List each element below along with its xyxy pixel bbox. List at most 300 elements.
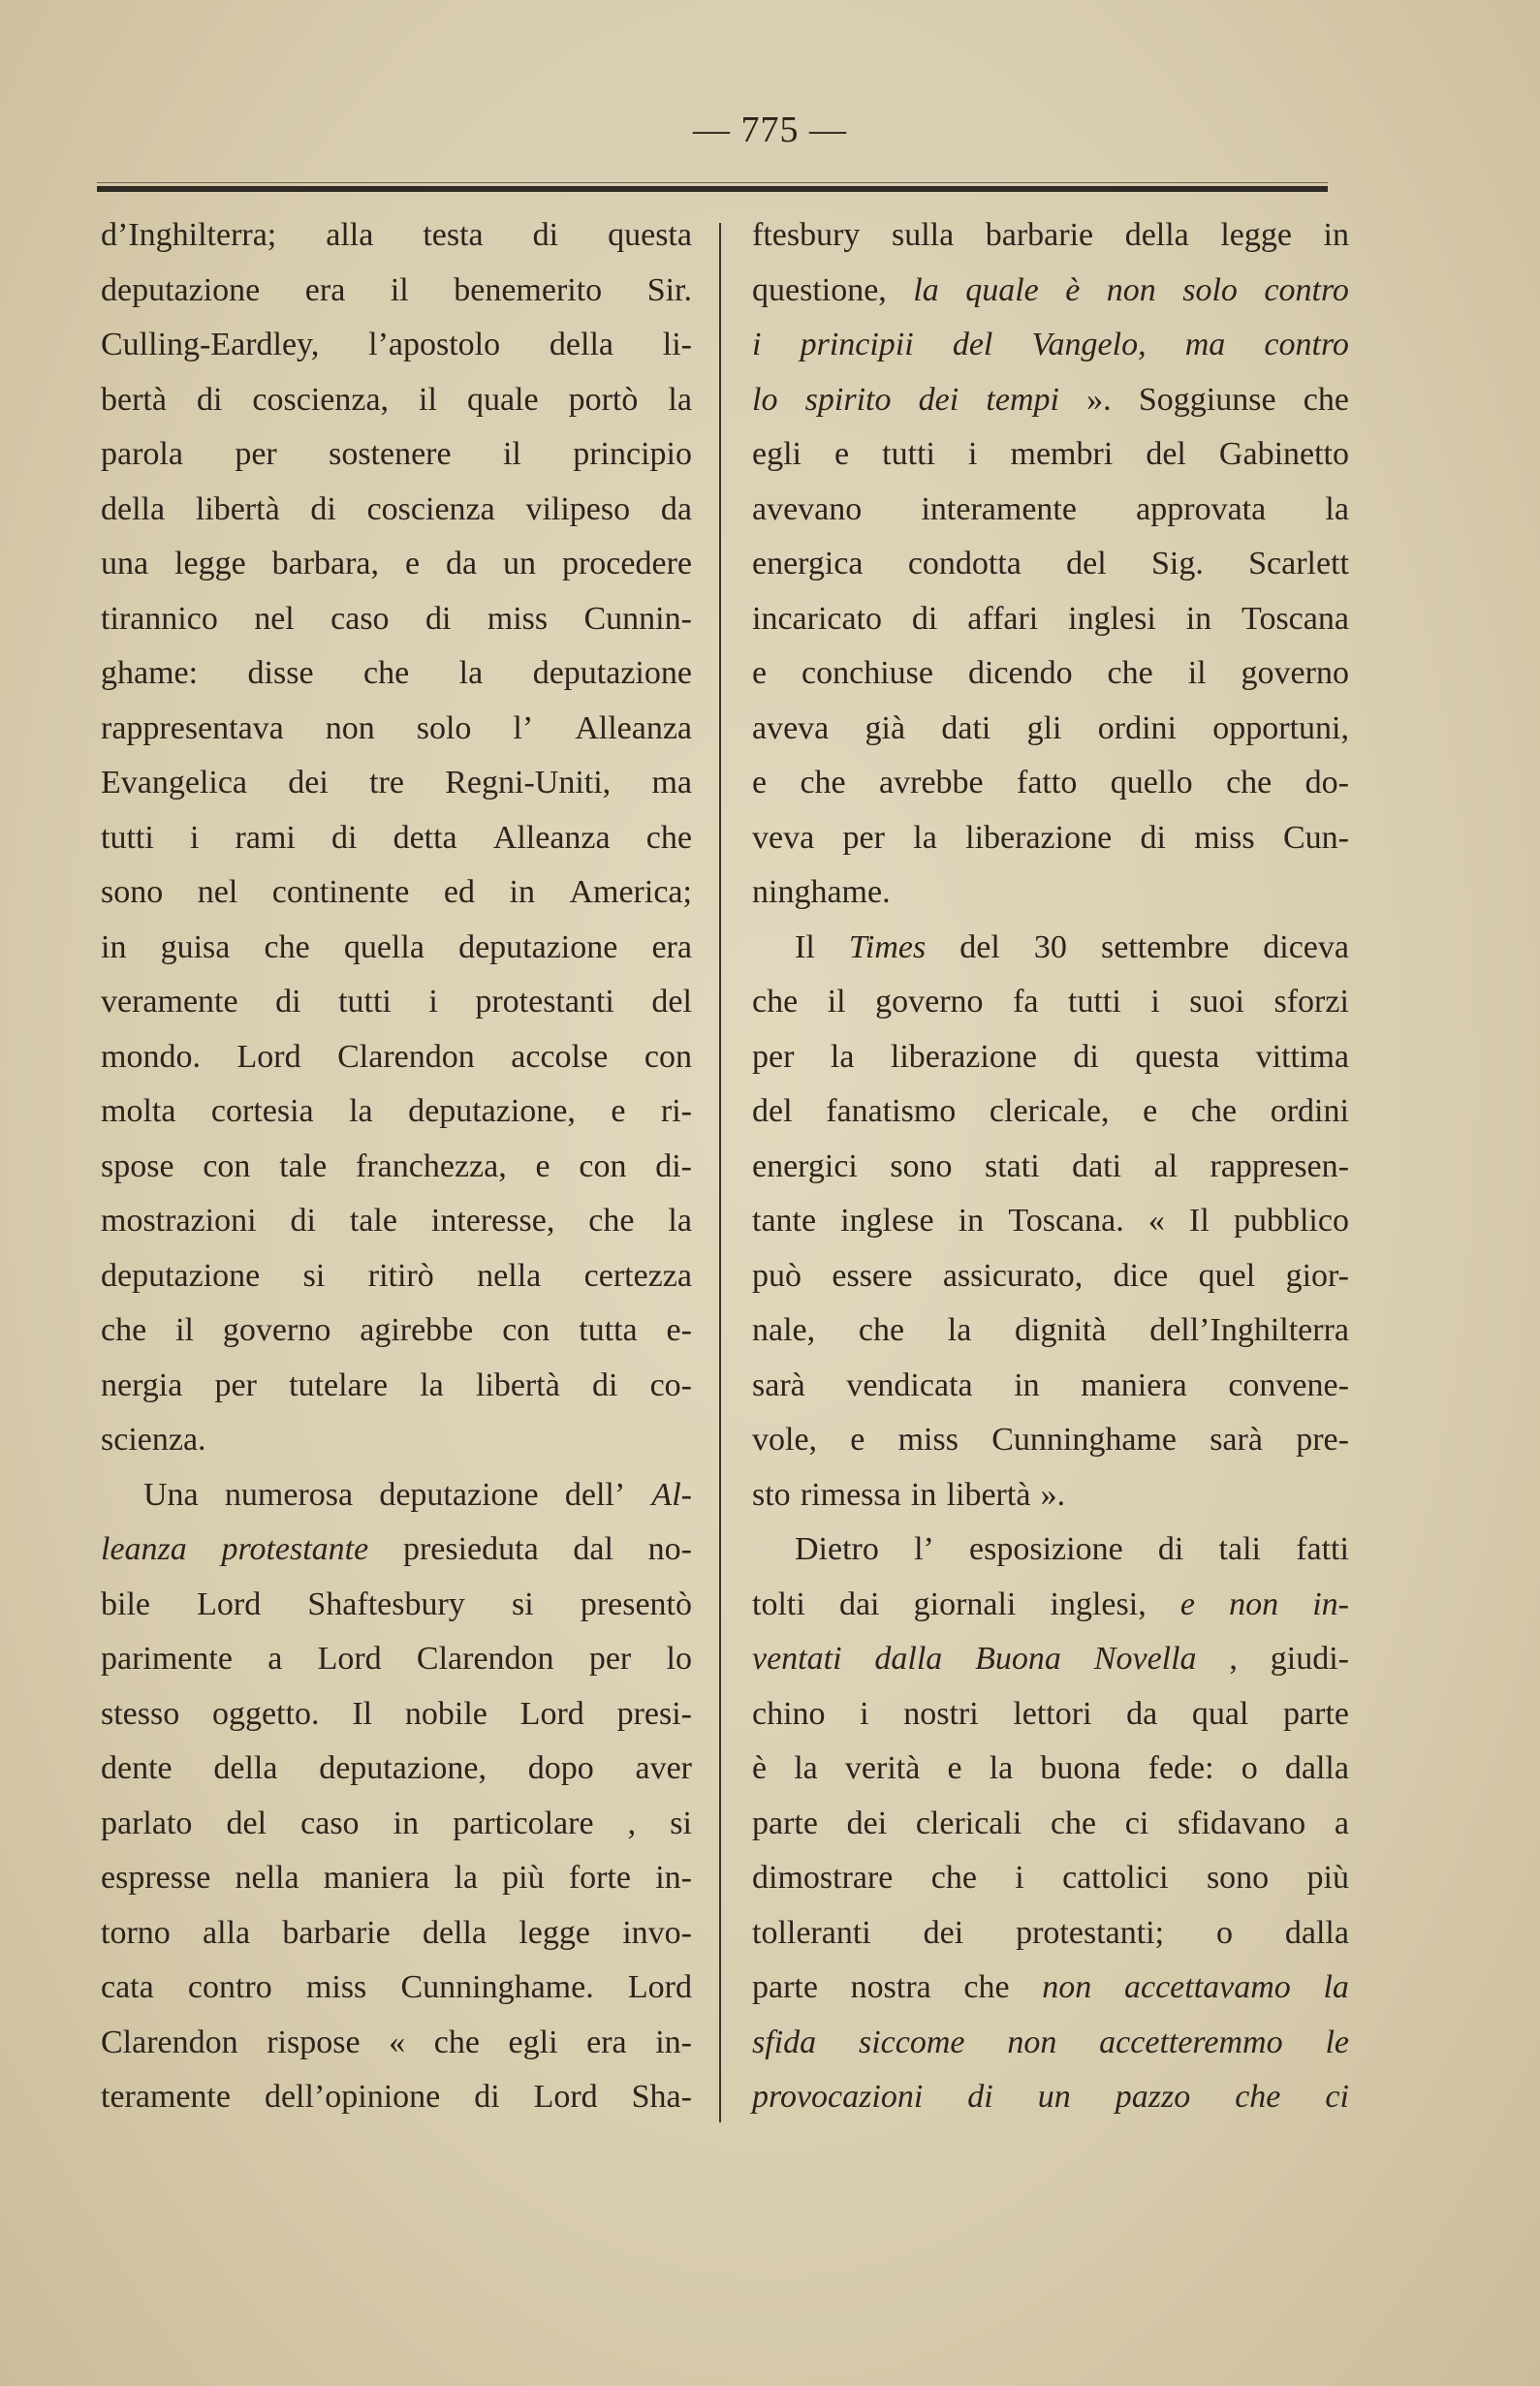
word: del [952, 327, 993, 362]
word: con [203, 1147, 251, 1184]
word: per [752, 1038, 795, 1075]
word: e [752, 655, 768, 691]
word: accetteremmo [1099, 2024, 1283, 2060]
word: in [1014, 1366, 1040, 1403]
word: dei [846, 1805, 888, 1841]
text-line [101, 1578, 692, 1633]
text-line [101, 1961, 692, 2016]
word: Clarendon [101, 2024, 238, 2060]
word: gior- [1285, 1257, 1349, 1294]
word: parimente [101, 1641, 233, 1677]
word: governo [875, 984, 984, 1020]
word: si [670, 1805, 692, 1841]
word: del [752, 1093, 793, 1129]
word: legge [1220, 217, 1292, 253]
text-line [752, 646, 1349, 702]
word: detta [393, 819, 457, 856]
text-line [752, 1194, 1349, 1249]
word: di [290, 1203, 316, 1239]
word: di [196, 381, 223, 418]
word: un [1037, 2079, 1071, 2115]
word: Vangelo, [1031, 327, 1147, 362]
word: di [967, 2079, 993, 2115]
word: suoi [1189, 984, 1244, 1020]
word: sarà [752, 1366, 805, 1403]
word: dopo [527, 1750, 594, 1786]
text-line [752, 2016, 1349, 2071]
word: era [651, 928, 692, 965]
word: che [1226, 765, 1273, 801]
word: nobile [404, 1695, 487, 1732]
word: con [502, 1312, 550, 1348]
word: la [458, 655, 484, 691]
word: dei [918, 381, 959, 418]
word: che [645, 819, 692, 856]
word: Lord [236, 1038, 301, 1075]
word: energica [752, 546, 864, 581]
word: del [651, 984, 692, 1020]
word: coscienza [366, 490, 495, 527]
word: quello [1110, 765, 1193, 801]
word: è [752, 1750, 768, 1786]
word: vittima [1255, 1038, 1349, 1075]
text-line [752, 373, 1349, 428]
word: di- [655, 1147, 692, 1184]
word: in [1323, 217, 1349, 253]
word: fatto [1017, 765, 1078, 801]
word: protestanti; [1016, 1914, 1165, 1951]
word: dell’ [564, 1476, 626, 1513]
word: di [1140, 819, 1166, 856]
word: certezza [583, 1257, 692, 1294]
word: settembre [1101, 928, 1230, 965]
word: avrebbe [879, 765, 984, 801]
word: ri- [660, 1093, 692, 1129]
text-line [101, 483, 692, 538]
word: cattolici [1062, 1860, 1169, 1896]
text-line [752, 1687, 1349, 1742]
word: con [579, 1147, 627, 1184]
word: legge [174, 546, 246, 581]
text-line [752, 2070, 1349, 2125]
word: tempi [986, 381, 1059, 418]
text-line [752, 702, 1349, 757]
word: del [959, 928, 1000, 965]
word: parlato [101, 1805, 193, 1841]
word: fa [1013, 984, 1039, 1020]
word: sono [1206, 1860, 1270, 1896]
word: di [330, 819, 358, 856]
word: deputazione [379, 1476, 539, 1513]
word: in [958, 1203, 985, 1239]
word: Regni-Uniti, [445, 765, 612, 801]
word: già [864, 709, 906, 746]
word: che [930, 1860, 977, 1896]
word: la [830, 1038, 855, 1075]
word: affari [967, 600, 1039, 637]
word: do- [1304, 765, 1349, 801]
word: della [213, 1750, 278, 1786]
word: nella [235, 1860, 299, 1896]
word: nel [197, 874, 238, 910]
word: dice [1113, 1257, 1169, 1294]
word: dalla [1284, 1750, 1349, 1786]
word: barbarie [985, 217, 1094, 253]
word: d’Inghilterra; [101, 217, 277, 253]
word: governo [222, 1312, 331, 1348]
word: ventati [752, 1641, 842, 1677]
word: Gabinetto [1218, 436, 1349, 472]
word: barbara, [271, 546, 380, 581]
word: accettavamo [1123, 1969, 1291, 2005]
word: Dietro [795, 1531, 879, 1567]
word: conchiuse [801, 655, 933, 691]
word: interesse, [430, 1203, 555, 1239]
word: ci [1124, 1805, 1149, 1841]
word: Culling-Eardley, [101, 327, 320, 362]
word: parte [752, 1805, 818, 1841]
word: verità [844, 1750, 921, 1786]
word: Il [795, 928, 815, 965]
text-line [101, 1906, 692, 1962]
word: Cun- [1282, 819, 1349, 856]
word: invo- [622, 1914, 692, 1951]
word: con [644, 1038, 692, 1075]
word: Clarendon [337, 1038, 475, 1075]
word: ». [1040, 1476, 1066, 1513]
word: ghame: [101, 655, 199, 691]
word: parte [752, 1969, 818, 2005]
text-line [101, 208, 692, 264]
word: tante [752, 1203, 817, 1239]
word: era [586, 2024, 627, 2060]
word: particolare [453, 1805, 594, 1841]
word: che [1107, 655, 1153, 691]
word: di [424, 600, 452, 637]
text-line [752, 1742, 1349, 1797]
word: alla [326, 217, 374, 253]
word: ». [1086, 381, 1112, 418]
word: liberazione [890, 1038, 1037, 1075]
word: tirannico [101, 600, 218, 637]
word: Lord [519, 1695, 584, 1732]
word: dati [941, 709, 991, 746]
word: disse [247, 655, 314, 691]
text-line [101, 1194, 692, 1249]
word: un [503, 546, 537, 581]
word: espresse [101, 1860, 211, 1896]
word: fanatismo [826, 1093, 957, 1129]
word: chino [752, 1695, 826, 1732]
word: che [1303, 381, 1349, 418]
text-line [101, 1523, 692, 1578]
word: a [1334, 1805, 1349, 1841]
word: si [302, 1257, 326, 1294]
word: benemerito [454, 271, 603, 308]
text-line [752, 264, 1349, 319]
word: Lord [197, 1585, 262, 1622]
word: le [1325, 2024, 1349, 2060]
word: aver [635, 1750, 692, 1786]
word: contro [187, 1969, 272, 2005]
word: Cunninghame. [400, 1969, 594, 2005]
text-line [101, 1797, 692, 1852]
word: « [1147, 1203, 1165, 1239]
left-column [101, 208, 692, 2125]
word: coscienza, [252, 381, 390, 418]
word: dalla [1284, 1914, 1349, 1951]
word: quale [965, 271, 1039, 308]
text-line [101, 975, 692, 1030]
word: sono [101, 874, 164, 910]
word: assicurato, [942, 1257, 1084, 1294]
word: tre [369, 765, 404, 801]
word: clericale, [989, 1093, 1110, 1129]
text-line [752, 318, 1349, 373]
text-line [752, 1578, 1349, 1633]
word: che [433, 2024, 480, 2060]
word: di [1073, 1038, 1099, 1075]
word: Buona [975, 1641, 1061, 1677]
text-line [101, 1303, 692, 1359]
word: siccome [858, 2024, 965, 2060]
word: dell’opinione [264, 2079, 441, 2115]
word: tale [279, 1147, 328, 1184]
word: in [1185, 600, 1212, 637]
word: la [989, 1750, 1014, 1786]
word: ed [443, 874, 475, 910]
word: tolleranti [752, 1914, 871, 1951]
word: dell’Inghilterra [1149, 1312, 1349, 1348]
page-number: — 775 — [693, 110, 847, 150]
word: deputazione [532, 655, 692, 691]
word: presi- [616, 1695, 692, 1732]
text-line [101, 921, 692, 976]
word: sulla [891, 217, 955, 253]
word: tutti [1068, 984, 1121, 1020]
word: più [502, 1860, 545, 1896]
word: tutti [101, 819, 154, 856]
word: cortesia [210, 1093, 314, 1129]
word: America; [569, 874, 692, 910]
word: e [404, 546, 421, 581]
word: i [752, 327, 762, 362]
word: vole, [752, 1422, 818, 1458]
word: nella [477, 1257, 542, 1294]
word: tutti [338, 984, 392, 1020]
word: sfida [752, 2024, 817, 2060]
word: testa [423, 217, 484, 253]
word: inglese [840, 1203, 934, 1239]
word: Shaftesbury [307, 1585, 465, 1622]
word: franchezza, [356, 1147, 507, 1184]
word: per [214, 1366, 257, 1403]
word: sto [752, 1476, 791, 1513]
word: mondo. [101, 1038, 201, 1075]
word: che [101, 1312, 147, 1348]
word: e [947, 1750, 962, 1786]
header-rule [97, 186, 1328, 192]
text-line [101, 264, 692, 319]
text-line [752, 1632, 1349, 1687]
text-line [752, 756, 1349, 811]
word: l’apostolo [368, 327, 501, 362]
word: , [627, 1805, 637, 1841]
text-line [101, 1632, 692, 1687]
word: co- [649, 1366, 692, 1403]
word: veramente [101, 984, 238, 1020]
word: condotta [907, 546, 1021, 581]
text-line [752, 1413, 1349, 1468]
word: da [1126, 1695, 1158, 1732]
word: ordini [1270, 1093, 1349, 1129]
word: tale [349, 1203, 397, 1239]
word: tali [1218, 1531, 1261, 1567]
word: , [1229, 1641, 1238, 1677]
word: numerosa [224, 1476, 354, 1513]
word: la [947, 1312, 972, 1348]
word: pazzo [1115, 2079, 1191, 2115]
word: barbarie [282, 1914, 391, 1951]
text-line [752, 1084, 1349, 1140]
word: una [101, 546, 149, 581]
word: quel [1198, 1257, 1256, 1294]
word: i [189, 819, 200, 856]
word: e- [666, 1312, 692, 1348]
word: libertà [475, 1366, 560, 1403]
text-line [101, 1687, 692, 1742]
word: quale [466, 381, 539, 418]
word: nostra [850, 1969, 931, 2005]
word: i [860, 1695, 869, 1732]
word: può [752, 1257, 801, 1294]
word: il [1187, 655, 1207, 691]
word: Lord [533, 2079, 598, 2115]
word: quella [343, 928, 424, 965]
word: per [842, 819, 885, 856]
word: dal [573, 1531, 613, 1567]
word: la [913, 271, 939, 308]
text-line [101, 1249, 692, 1304]
text-line [101, 646, 692, 702]
word: tutelare [289, 1366, 389, 1403]
word: dignità [1015, 1312, 1107, 1348]
word: Il [352, 1695, 373, 1732]
word: parola [101, 436, 183, 472]
text-line [752, 483, 1349, 538]
word: la [668, 381, 692, 418]
word: che [1235, 2079, 1281, 2115]
word: rispose [267, 2024, 361, 2060]
text-line [752, 592, 1349, 647]
word: in [393, 1805, 420, 1841]
word: nergia [101, 1366, 183, 1403]
word: torno [101, 1914, 171, 1951]
word: veva [752, 819, 815, 856]
text-line [101, 1140, 692, 1195]
word: sforzi [1273, 984, 1349, 1020]
word: i [1015, 1860, 1024, 1896]
word: incaricato [752, 600, 883, 637]
word: essere [832, 1257, 913, 1294]
word: di [532, 217, 559, 253]
text-line [101, 1468, 692, 1523]
word: sostenere [329, 436, 452, 472]
word: liberazione [965, 819, 1113, 856]
right-column [752, 208, 1349, 2125]
word: i [428, 984, 438, 1020]
word: in- [655, 2024, 692, 2060]
word: ftesbury [752, 217, 861, 253]
word: a [267, 1641, 283, 1677]
word: dimostrare [752, 1860, 894, 1896]
word: 30 [1033, 928, 1067, 965]
word: Scarlett [1248, 546, 1349, 581]
word: lettori [1013, 1695, 1092, 1732]
word: principio [573, 436, 692, 472]
text-line [752, 1303, 1349, 1359]
word: la [668, 1203, 692, 1239]
word: e [1143, 1093, 1158, 1129]
text-line [752, 1468, 1349, 1523]
word: della [549, 327, 613, 362]
word: guisa [160, 928, 231, 965]
word: da [446, 546, 478, 581]
word: che [858, 1312, 905, 1348]
word: la [1325, 490, 1349, 527]
text-line [101, 1359, 692, 1414]
word: il [390, 271, 409, 308]
word: Al- [651, 1476, 692, 1513]
word: miss [305, 1969, 367, 2005]
text-line [101, 811, 692, 866]
text-line [101, 427, 692, 483]
word: membri [1010, 436, 1114, 472]
word: Lord [317, 1641, 382, 1677]
word: il [419, 381, 437, 418]
word: lo [666, 1641, 692, 1677]
word: per [588, 1641, 632, 1677]
word: « [389, 2024, 406, 2060]
word: di [474, 2079, 500, 2115]
word: inglesi, [1050, 1585, 1147, 1622]
word: sfidavano [1178, 1805, 1306, 1841]
word: non [325, 709, 375, 746]
word: del [1146, 436, 1186, 472]
word: Sha- [631, 2079, 692, 2115]
text-line [101, 537, 692, 592]
word: che [1050, 1805, 1097, 1841]
word: ma [1184, 327, 1226, 362]
word: molta [101, 1093, 176, 1129]
word: oggetto. [212, 1695, 320, 1732]
word: Lord [627, 1969, 692, 2005]
word: caso [300, 1805, 360, 1841]
text-line [752, 865, 1349, 921]
word: miss [897, 1422, 959, 1458]
word: nostri [903, 1695, 979, 1732]
word: aveva [752, 709, 830, 746]
text-line [101, 865, 692, 921]
word: in [910, 1476, 937, 1513]
word: diceva [1263, 928, 1349, 965]
word: miss [487, 600, 549, 637]
word: al [1153, 1147, 1179, 1184]
word: Cunnin- [583, 600, 692, 637]
word: dei [923, 1914, 964, 1951]
word: l’ [513, 709, 534, 746]
word: miss [1194, 819, 1255, 856]
